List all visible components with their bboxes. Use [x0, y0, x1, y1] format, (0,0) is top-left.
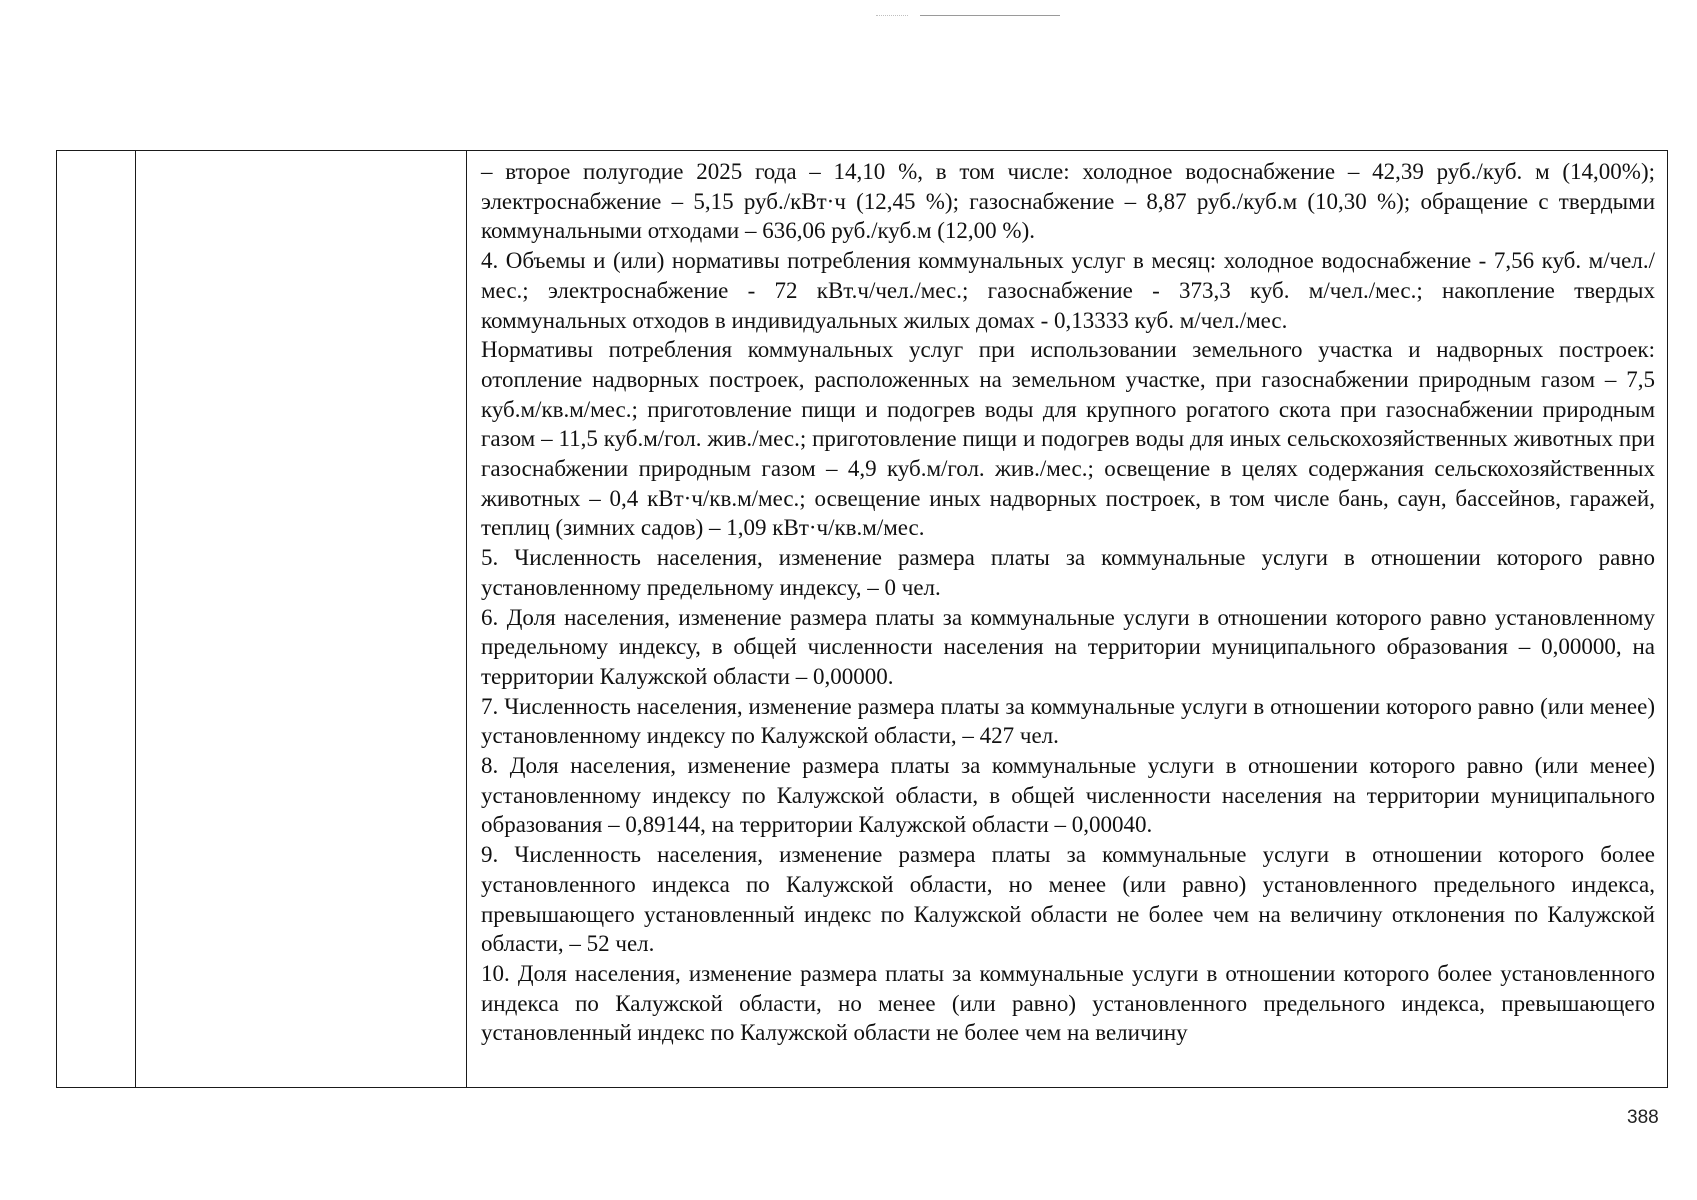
- table-cell-content: [467, 151, 1668, 1088]
- scan-mark-dotted: [876, 15, 908, 16]
- paragraph-land-norms: Нормативы потребления коммунальных услуг при использовании земельного участка и надворных построек: отопление надворных построек, расположенных на земельном участке, при газоснабжении природным газом – 7,5 куб.м/кв.м/мес.; приготовление пищи и подогрев воды для крупного рогатого скота при газоснабжении природным газом – 11,5 куб.м/гол. жив./мес.; приготовление пищи и подогрев воды для иных сельскохозяйственных животных при газоснабжении природным газом – 4,9 куб.м/гол. жив./мес.; освещение в целях содержания сельскохозяйственных животных – 0,4 кВт·ч/кв.м/мес.; освещение иных надворных построек, в том числе бань, саун, бассейнов, гаражей, теплиц (зимних садов) – 1,09 кВт·ч/кв.м/мес.: [481, 337, 1655, 541]
- table-cell-name: [136, 151, 467, 1088]
- table-cell-number: [57, 151, 136, 1088]
- paragraph-item-8: 8. Доля населения, изменение размера платы за коммунальные услуги в отношении которого равно (или менее) установленному индексу по Калужской области, в общей численности населения на территории муниципального образования – 0,89144, на территории Калужской области – 0,00040.: [481, 753, 1655, 838]
- paragraph-item-5: 5. Численность населения, изменение размера платы за коммунальные услуги в отношении которого равно установленному предельному индексу, – 0 чел.: [481, 545, 1655, 600]
- paragraph-item-10: 10. Доля населения, изменение размера платы за коммунальные услуги в отношении которого более установленного индекса по Калужской области, но менее (или равно) установленного предельного индекса, превышающего установленный индекс по Калужской области не более чем на величину: [481, 960, 1655, 1046]
- page-number: 388: [1627, 1107, 1659, 1128]
- paragraph-second-half-2025: – второе полугодие 2025 года – 14,10 %, в том числе: холодное водоснабжение – 42,39 руб./куб. м (14,00%); электроснабжение – 5,15 руб./кВт·ч (12,45 %); газоснабжение – 8,87 руб./куб.м (10,30 %); обращение с твердыми коммунальными отходами – 636,06 руб./куб.м (12,00 %).: [481, 159, 1655, 244]
- table-row: [57, 151, 1668, 1088]
- paragraph-item-4: 4. Объемы и (или) нормативы потребления коммунальных услуг в месяц: холодное водоснабжение - 7,56 куб. м/чел./мес.; электроснабжение - 72 кВт.ч/чел./мес.; газоснабжение - 373,3 куб. м/чел./мес.; накопление твердых коммунальных отходов в индивидуальных жилых домах - 0,13333 куб. м/чел./мес.: [481, 248, 1655, 333]
- paragraph-item-9: 9. Численность населения, изменение размера платы за коммунальные услуги в отношении которого более установленного индекса по Калужской области, но менее (или равно) установленного предельного индекса, превышающего установленный индекс по Калужской области не более чем на величину отклонения по Калужской области, – 52 чел.: [481, 842, 1655, 957]
- scan-mark-line: [920, 15, 1060, 16]
- paragraph-item-7: 7. Численность населения, изменение размера платы за коммунальные услуги в отношении которого равно (или менее) установленному индексу по Калужской области, – 427 чел.: [481, 693, 1655, 749]
- document-table: [56, 150, 1668, 1088]
- paragraph-item-6: 6. Доля населения, изменение размера платы за коммунальные услуги в отношении которого равно установленному предельному индексу, в общей численности населения на территории муниципального образования – 0,00000, на территории Калужской области – 0,00000.: [481, 604, 1655, 689]
